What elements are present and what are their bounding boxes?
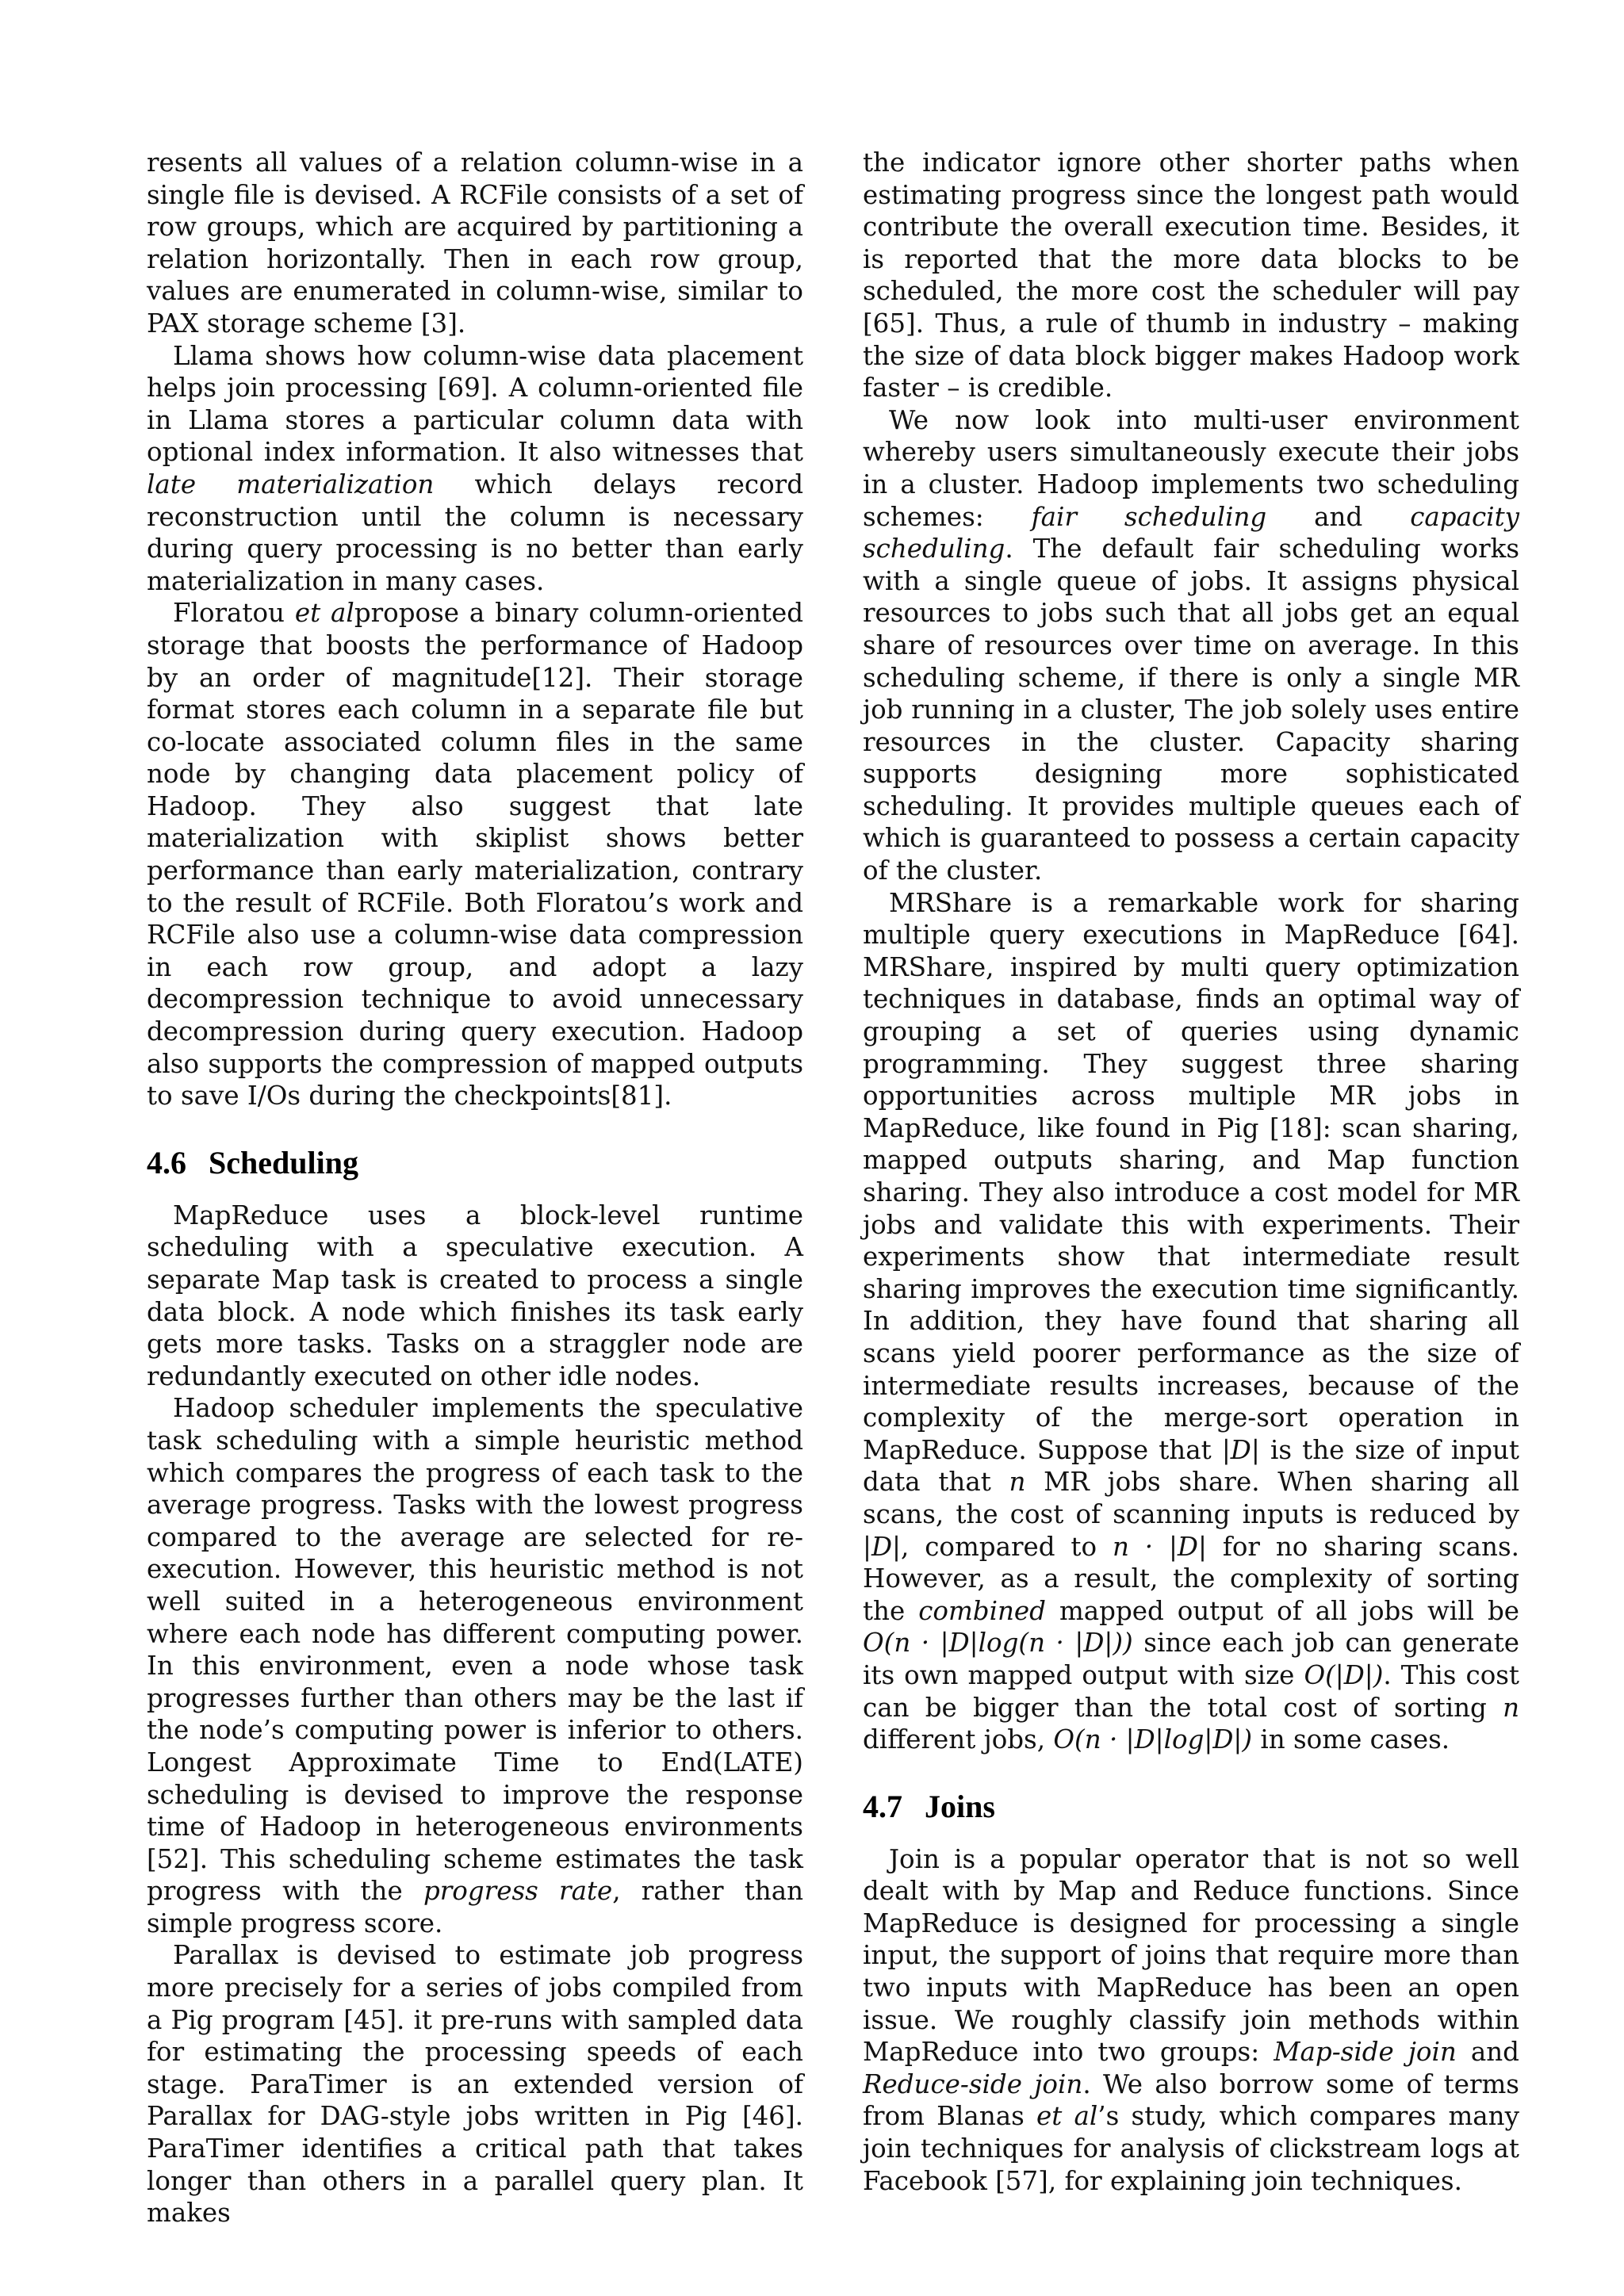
math-n: n (1009, 1467, 1026, 1498)
math-complexity-separate: O(n · |D|log|D|) (1053, 1724, 1253, 1755)
section-heading-scheduling (147, 1146, 803, 1181)
paragraph-joins: Join is a popular operator that is not so well dealt with by Map and Reduce functions. Since MapReduce is designed for processing a single input, the support of joins that require more than two inputs with MapReduce has been an open issue. We roughly classify join methods within MapReduce into two groups: Map-side join and Reduce-side join. We also borrow some of terms from Blanas et al’s study, which compares many join techniques for analysis of clickstream logs at Facebook [57], for explaining join techniques. (863, 1843, 1519, 2196)
paragraph-parallax: Parallax is devised to estimate job progress more precisely for a series of jobs compiled from a Pig program [45]. it pre-runs with sampled data for estimating the processing speeds of each stage. ParaTimer is an extended version of Parallax for DAG-style jobs written in Pig [46]. ParaTimer identifies a critical path that takes longer than others in a parallel query plan. It makes (147, 1940, 803, 2229)
emphasis-fair-scheduling: fair scheduling (1031, 501, 1267, 532)
paragraph-mapreduce-scheduling: MapReduce uses a block-level runtime scheduling with a speculative execution. A separate Map task is created to process a single data block. A node which finishes its task early gets more tasks. Tasks on a straggler node are redundantly executed on other idle nodes. (147, 1200, 803, 1391)
section-title: Scheduling (209, 1144, 358, 1181)
math-d: |D| (863, 1531, 901, 1562)
math-o-d: O(|D|) (1304, 1659, 1384, 1690)
paragraph-floratou: Floratou et alpropose a binary column-oriented storage that boosts the performance of Hadoop by an order of magnitude[12]. Their storage format stores each column in a separate file but co-locate associated column files in the same node by changing data placement policy of Hadoop. They also suggest that late materialization with skiplist shows better performance than early materialization, contrary to the result of RCFile. Both Floratou’s work and RCFile also use a column-wise data compression in each row group, and adopt a lazy decompression technique to avoid unnecessary decompression during query execution. Hadoop also supports the compression of mapped outputs to save I/Os during the checkpoints[81]. (147, 598, 803, 1112)
paragraph-rcfile-continued: resents all values of a relation column-wise in a single file is devised. A RCFile consists of a set of row groups, which are acquired by partitioning a relation horizontally. Then in each row group, values are enumerated in column-wise, similar to PAX storage scheme [3]. (147, 147, 803, 339)
section-heading-joins (863, 1789, 1519, 1824)
paragraph-mrshare: MRShare is a remarkable work for sharing multiple query executions in MapReduce [64]. MRShare, inspired by multi query optimization techniques in database, finds an optimal way of grouping a set of queries using dynamic programming. They suggest three sharing opportunities across multiple MR jobs in MapReduce, like found in Pig [18]: scan sharing, mapped outputs sharing, and Map function sharing. They also introduce a cost model for MR jobs and validate this with experiments. Their experiments show that intermediate result sharing improves the execution time significantly. In addition, they have found that sharing all scans yield poorer performance as the size of intermediate results increases, because of the complexity of the merge-sort operation in MapReduce. Suppose that |D| is the size of input data that n MR jobs share. When sharing all scans, the cost of scanning inputs is reduced by |D|, compared to n · |D| for no sharing scans. However, as a result, the complexity of sorting the combined mapped output of all jobs will be O(n · |D|log(n · |D|)) since each job can generate its own mapped output with size O(|D|). This cost can be bigger than the total cost of sorting n different jobs, O(n · |D|log|D|) in some cases. (863, 887, 1520, 1755)
emphasis-et-al: et al (294, 598, 354, 629)
paragraph-multi-user: We now look into multi-user environment whereby users simultaneously execute their jobs in a cluster. Hadoop implements two scheduling schemes: fair scheduling and capacity scheduling. The default fair scheduling works with a single queue of jobs. It assigns physical resources to jobs such that all jobs get an equal share of resources over time on average. In this scheduling scheme, if there is only a single MR job running in a cluster, The job solely uses entire resources in the cluster. Capacity sharing supports designing more sophisticated scheduling. It provides multiple queues each of which is guaranteed to possess a certain capacity of the cluster. (863, 404, 1519, 886)
math-n-times-d: n · |D| (1112, 1531, 1207, 1562)
emphasis-late-materialization: late materialization (147, 469, 435, 499)
emphasis-capacity-scheduling: capacity scheduling (863, 501, 1519, 564)
paragraph-indicator-continued: the indicator ignore other shorter paths when estimating progress since the longest path would contribute the overall execution time. Besides, it is reported that the more data blocks to be scheduled, the more cost the scheduler will pay [65]. Thus, a rule of thumb in industry – making the size of data block bigger makes Hadoop work faster – is credible. (863, 147, 1519, 404)
emphasis-progress-rate: progress rate (423, 1876, 613, 1907)
math-complexity-combined: O(n · |D|log(n · |D|)) (863, 1628, 1133, 1659)
section-number: 4.6 (147, 1144, 186, 1181)
emphasis-et-al: et al (1036, 2101, 1098, 2132)
right-column (863, 147, 1519, 2197)
section-title: Joins (925, 1788, 995, 1824)
emphasis-map-side-join: Map-side join (1274, 2037, 1457, 2068)
math-n: n (1503, 1692, 1519, 1723)
left-column (147, 147, 803, 2229)
paragraph-hadoop-scheduler: Hadoop scheduler implements the speculative task scheduling with a simple heuristic method which compares the progress of each task to the average progress. Tasks with the lowest progress compared to the average are selected for re-execution. However, this heuristic method is not well suited in a heterogeneous environment where each node has different computing power. In this environment, even a node whose task progresses further than others may be the last if the node’s computing power is inferior to others. Longest Approximate Time to End(LATE) scheduling is devised to improve the response time of Hadoop in heterogeneous environments [52]. This scheduling scheme estimates the task progress with the progress rate, rather than simple progress score. (147, 1393, 804, 1938)
paragraph-llama: Llama shows how column-wise data placement helps join processing [69]. A column-oriented file in Llama stores a particular column data with optional index information. It also witnesses that late materialization which delays record reconstruction until the column is necessary during query processing is no better than early materialization in many cases. (147, 340, 803, 596)
math-d: |D| (1221, 1434, 1260, 1465)
emphasis-reduce-side-join: Reduce-side join (863, 2068, 1083, 2099)
section-number: 4.7 (863, 1788, 902, 1824)
emphasis-combined: combined (918, 1595, 1046, 1626)
